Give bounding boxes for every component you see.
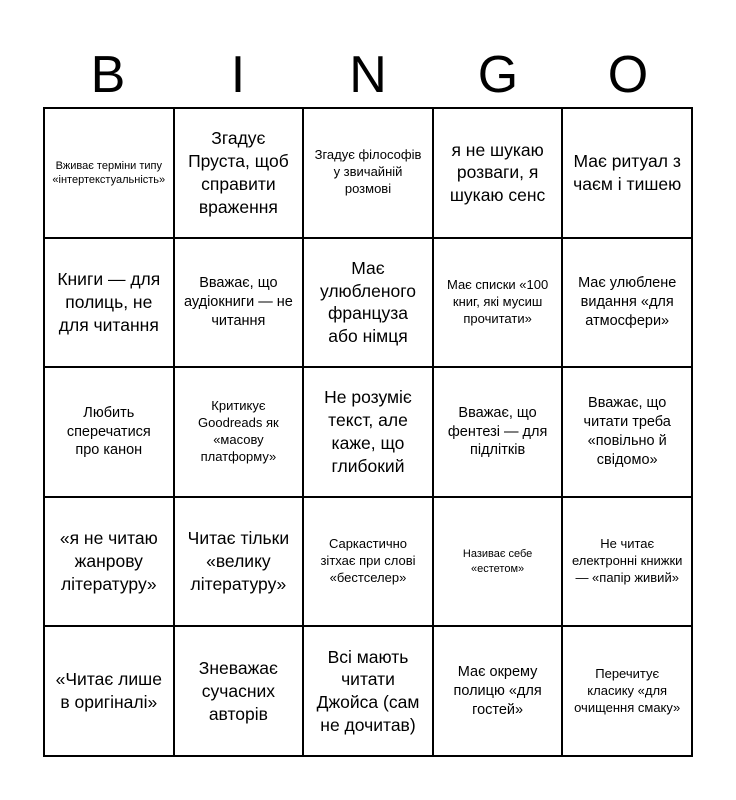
cell-text: Вважає, що фентезі — для підлітків: [447, 404, 548, 459]
bingo-cell-r1c2[interactable]: [175, 109, 305, 239]
bingo-cell-r3c1[interactable]: [45, 368, 175, 498]
bingo-board: [43, 107, 693, 757]
cell-text: Вважає, що читати треба «повільно й свідомо»: [583, 395, 671, 468]
cell-text: Має окрему полицю «для гостей»: [453, 663, 542, 718]
cell-text: Вважає, що аудіокниги — не читання: [183, 275, 293, 329]
bingo-cell-r3c4[interactable]: [434, 368, 564, 498]
bingo-header: [43, 44, 693, 106]
cell-text: Зневажає сучасних авторів: [198, 658, 278, 724]
cell-text: Має ритуал з чаєм і тишею: [573, 151, 682, 194]
bingo-cell-r4c3[interactable]: [304, 498, 434, 628]
bingo-cell-r3c2[interactable]: [175, 368, 305, 498]
cell-text: Згадує Пруста, щоб справити враження: [188, 128, 289, 217]
cell-text: «я не читаю жанрову літературу»: [59, 528, 158, 594]
bingo-cell-r2c5[interactable]: [563, 239, 693, 369]
cell-text: Вживає терміни типу «інтертекстуальність»: [52, 159, 166, 186]
bingo-cell-r2c2[interactable]: [175, 239, 305, 369]
cell-text: Не читає електронні книжки — «папір живий»: [571, 536, 683, 586]
bingo-cell-r2c4[interactable]: [434, 239, 564, 369]
bingo-cell-r4c2[interactable]: [175, 498, 305, 628]
bingo-cell-r5c2[interactable]: [175, 627, 305, 757]
cell-text: Книги — для полиць, не для читання: [57, 269, 161, 335]
cell-text: «Читає лише в оригіналі»: [55, 669, 162, 713]
cell-text: Перечитує класику «для очищення смаку»: [574, 665, 681, 715]
bingo-cell-r5c1[interactable]: [45, 627, 175, 757]
cell-text: Має улюбленого француза або німця: [319, 257, 416, 347]
bingo-cell-r3c3[interactable]: [304, 368, 434, 498]
bingo-cell-r4c1[interactable]: [45, 498, 175, 628]
cell-text: Має улюблене видання «для атмосфери»: [578, 275, 677, 329]
cell-text: Не розуміє текст, але каже, що глибокий: [324, 387, 412, 476]
cell-text: Згадує філософів у звичайній розмові: [314, 147, 422, 197]
bingo-cell-r4c4[interactable]: [434, 498, 564, 628]
bingo-cell-r5c4[interactable]: [434, 627, 564, 757]
header-letter-n: N: [349, 46, 387, 104]
bingo-cell-r1c3[interactable]: [304, 109, 434, 239]
cell-text: Називає себе «естетом»: [462, 548, 533, 575]
cell-text: я не шукаю розваги, я шукаю сенс: [449, 139, 546, 206]
bingo-cell-r1c4[interactable]: [434, 109, 564, 239]
cell-text: Має списки «100 книг, які мусиш прочитати»: [446, 277, 549, 326]
header-letter-b: B: [90, 46, 126, 104]
bingo-cell-r1c1[interactable]: [45, 109, 175, 239]
cell-text: Критикує Goodreads як «масову платформу»: [198, 398, 279, 464]
bingo-cell-r5c3[interactable]: [304, 627, 434, 757]
bingo-cell-r3c5[interactable]: [563, 368, 693, 498]
bingo-cell-r2c1[interactable]: [45, 239, 175, 369]
cell-text: Любить сперечатися про канон: [66, 404, 151, 459]
bingo-cell-r2c3[interactable]: [304, 239, 434, 369]
bingo-cell-r5c5[interactable]: [563, 627, 693, 757]
bingo-cell-r1c5[interactable]: [563, 109, 693, 239]
header-letter-o: O: [607, 46, 649, 104]
header-letter-g: G: [477, 46, 519, 104]
cell-text: Читає тільки «велику літературу»: [187, 528, 290, 594]
bingo-cell-r4c5[interactable]: [563, 498, 693, 628]
cell-text: Всі мають читати Джойса (сам не дочитав): [316, 646, 420, 735]
header-letter-i: I: [230, 46, 246, 104]
cell-text: Саркастично зітхає при слові «бестселер»: [320, 536, 416, 586]
